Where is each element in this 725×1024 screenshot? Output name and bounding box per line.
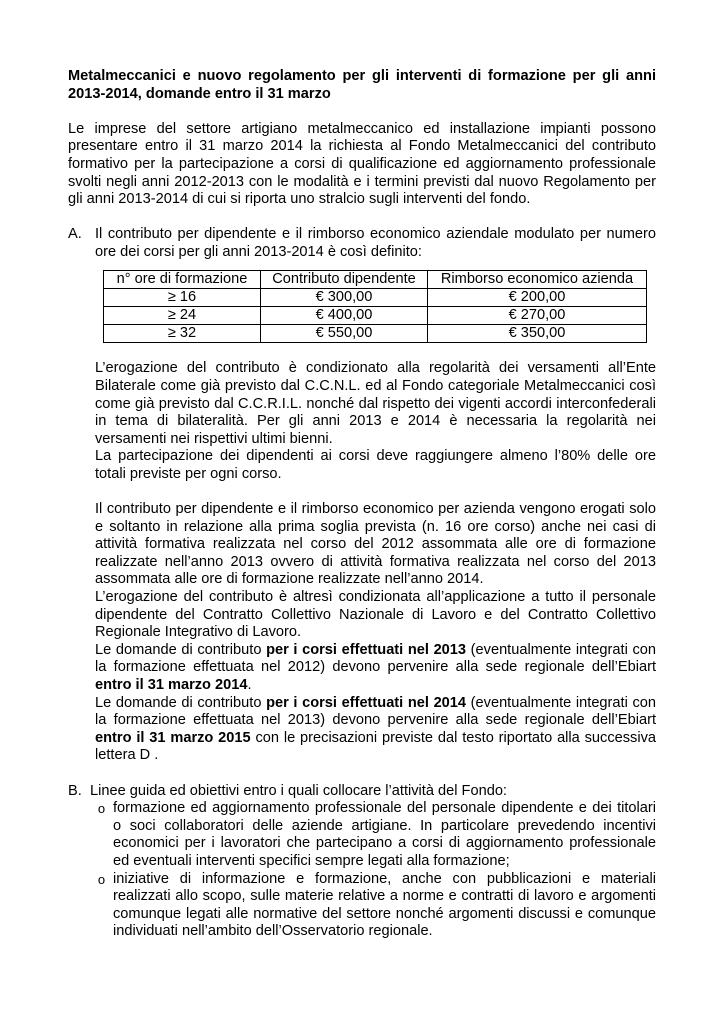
table-header-row [104, 270, 647, 288]
table-cell: € 350,00 [428, 325, 647, 343]
table-row [104, 288, 647, 306]
text-run: Le domande di contributo [95, 694, 267, 711]
table-header: n° ore di formazione [104, 270, 261, 288]
bold-run: entro il 31 marzo 2015 [95, 729, 251, 746]
section-a [68, 226, 656, 765]
section-a-paragraph: La partecipazione dei dipendenti ai corsi deve raggiungere almeno l’80% delle ore totali previste per ogni corso. [95, 448, 656, 482]
document-page [68, 68, 656, 941]
bullet-marker: o [97, 871, 106, 887]
document-title: Metalmeccanici e nuovo regolamento per gli interventi di formazione per gli anni 2013-2014, domande entro il 31 marzo [68, 68, 656, 102]
table-header: Rimborso economico azienda [428, 270, 647, 288]
table-row [104, 325, 647, 343]
section-b-letter: B. [68, 782, 82, 799]
deadline-2013-paragraph [95, 642, 656, 695]
bold-run: per i corsi effettuati nel 2014 [266, 694, 467, 711]
section-a-letter: A. [68, 226, 82, 243]
table-cell: € 270,00 [428, 306, 647, 324]
guidelines-list [90, 800, 656, 941]
table-header: Contributo dipendente [261, 270, 428, 288]
contribution-table [103, 270, 647, 344]
table-cell: ≥ 32 [104, 325, 261, 343]
bold-run: per i corsi effettuati nel 2013 [266, 641, 467, 658]
section-b-body [90, 783, 656, 941]
section-a-paragraph: L’erogazione del contributo è altresì condizionata all’applicazione a tutto il personale dipendente del Contratto Collettivo Nazionale di Lavoro e del Contratto Collettivo Regionale Integrativo di Lavoro. [95, 589, 656, 641]
bold-run: entro il 31 marzo 2014 [95, 677, 248, 694]
table-cell: ≥ 16 [104, 288, 261, 306]
section-a-paragraph: Il contributo per dipendente e il rimborso economico per azienda vengono erogati solo e soltanto in relazione alla prima soglia prevista (n. 16 ore corso) anche nei casi di attività formativa realizzata nel corso del 2012 assommata alle ore di formazione realizzate nell’anno 2013 ovvero di attività formativa realizzata nel corso del 2013 assommata alle ore di formazione realizzate nell’anno 2014. [95, 501, 656, 588]
section-b [68, 783, 656, 941]
table-cell: € 400,00 [261, 306, 428, 324]
section-a-paragraph: L’erogazione del contributo è condizionato alla regolarità dei versamenti all’Ente Bilaterale come già previsto dal C.C.N.L. ed al Fondo categoriale Metalmeccanici così come già previsto dal C.C.R.I.L. nonché dal rispetto dei vigenti accordi interconfederali in tema di bilateralità. Per gli anni 2013 e 2014 è necessaria la regolarità nei versamenti nei rispettivi ultimi bienni. [95, 360, 656, 447]
deadline-2014-paragraph [95, 695, 656, 765]
text-run: (eventualmente integrati con la formazione effettuata nel 2013) devono pervenire alla sede regionale dell’Ebiart [95, 694, 656, 729]
table-cell: € 200,00 [428, 288, 647, 306]
table-cell: ≥ 24 [104, 306, 261, 324]
list-item-text: formazione ed aggiornamento professionale del personale dipendente e dei titolari o soci collaboratori delle aziende artigiane. In particolare prevedendo incentivi economici per i lavoratori che partecipano a corsi di aggiornamento professionale ed eventuali interventi specifici sempre legati alla formazione; [113, 800, 656, 869]
text-run: . [247, 677, 252, 694]
table-cell: € 300,00 [261, 288, 428, 306]
text-run: con le precisazioni previste dal testo riportato alla successiva lettera D . [95, 729, 656, 764]
text-run: Le domande di contributo [95, 641, 267, 658]
table-row [104, 306, 647, 324]
list-item [90, 800, 656, 870]
text-run: (eventualmente integrati con la formazione effettuata nel 2012) devono pervenire alla sede regionale dell’Ebiart [95, 641, 656, 676]
bullet-marker: o [97, 801, 106, 817]
intro-paragraph: Le imprese del settore artigiano metalmeccanico ed installazione impianti possono presentare entro il 31 marzo 2014 la richiesta al Fondo Metalmeccanici del contributo formativo per la partecipazione a corsi di qualificazione ed aggiornamento professionale svolti negli anni 2012-2013 con le modalità e i termini previsti dal nuovo Regolamento per gli anni 2013-2014 di cui si riporta uno stralcio sugli interventi del fondo. [68, 120, 656, 208]
list-item-text: iniziative di informazione e formazione, anche con pubblicazioni e materiali realizzati allo scopo, sulle materie relative a norme e contratti di lavoro e argomenti comunque legati alle normative del settore nonché argomenti discussi e comunque individuati nell’ambito dell’Osservatorio regionale. [113, 870, 656, 940]
section-a-lead: Il contributo per dipendente e il rimborso economico aziendale modulato per numero ore dei corsi per gli anni 2013-2014 è così definito: [95, 226, 656, 260]
section-a-body [95, 226, 656, 765]
section-b-lead: Linee guida ed obiettivi entro i quali collocare l’attività del Fondo: [90, 782, 507, 799]
table-cell: € 550,00 [261, 325, 428, 343]
list-item [90, 871, 656, 941]
